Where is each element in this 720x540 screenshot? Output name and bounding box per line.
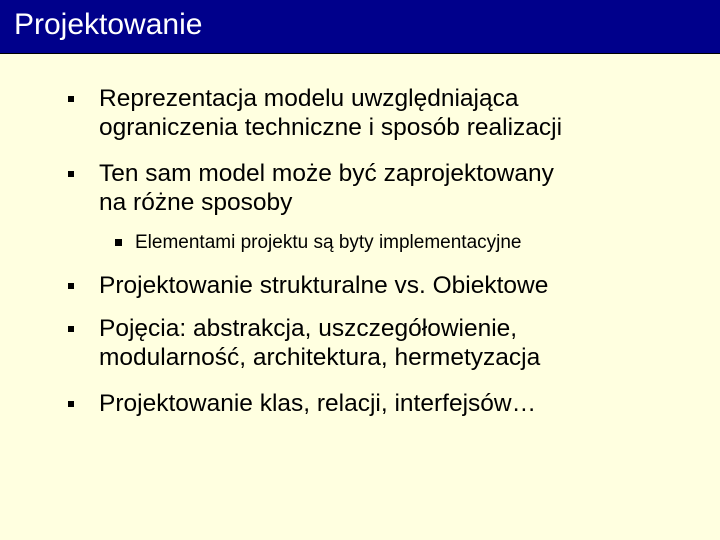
- square-bullet-icon: [68, 401, 74, 407]
- bullet-text: Reprezentacja modelu uwzględniająca ograniczenia techniczne i sposób realizacji: [99, 85, 563, 141]
- sub-bullet-text: Elementami projektu są byty implementacyjne: [135, 232, 522, 253]
- bullet-text: Ten sam model może być zaprojektowany na różne sposoby: [99, 160, 554, 216]
- slide-title: Projektowanie: [14, 8, 203, 41]
- square-bullet-icon: [68, 326, 74, 332]
- bullet-text: Projektowanie strukturalne vs. Obiektowe: [99, 272, 549, 299]
- square-bullet-icon: [68, 283, 74, 289]
- bullet-text: Pojęcia: abstrakcja, uszczegółowienie, modularność, architektura, hermetyzacja: [99, 315, 541, 371]
- bullet-text: Projektowanie klas, relacji, interfejsów…: [99, 390, 537, 417]
- square-bullet-icon: [68, 171, 74, 177]
- square-bullet-icon: [68, 96, 74, 102]
- square-bullet-icon: [115, 239, 122, 246]
